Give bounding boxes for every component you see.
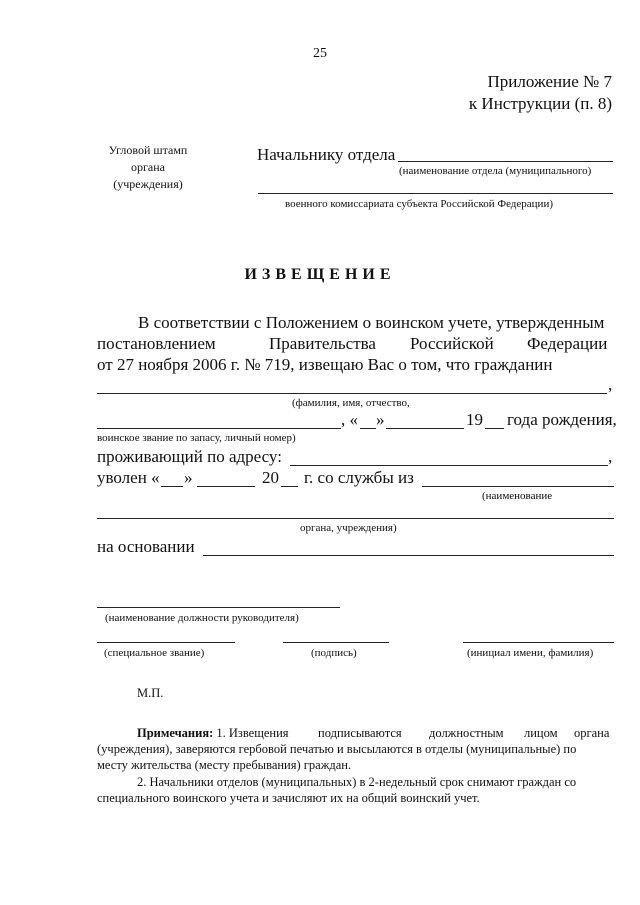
department-field[interactable]: [398, 161, 613, 162]
rank-hint: воинское звание по запасу, личный номер): [97, 432, 296, 444]
birth-day-field[interactable]: [360, 428, 376, 429]
birth-month-field[interactable]: [386, 428, 464, 429]
dismissed-month-field[interactable]: [197, 486, 255, 487]
corner-stamp: [88, 142, 208, 193]
note-1-word-3: должностным: [429, 726, 504, 740]
paragraph-word-4: Федерации: [527, 334, 608, 353]
appendix-line-1: Приложение № 7: [487, 72, 612, 91]
appendix-line-2: к Инструкции (п. 8): [468, 94, 612, 113]
department-hint: (наименование отдела (муниципального): [399, 165, 592, 177]
note-2-line-2: специального воинского учета и зачисляют их на общий воинский учет.: [97, 791, 480, 805]
stamp-line-2: органа: [131, 160, 165, 174]
paragraph-word-1: постановлением: [97, 334, 216, 353]
signature-hint: (подпись): [311, 647, 357, 659]
date-close: »: [376, 410, 385, 429]
note-1-line-3: месту жительства (месту пребывания) граждан.: [97, 758, 352, 772]
position-field[interactable]: [97, 607, 340, 608]
paragraph-line-3: от 27 ноября 2006 г. № 719, извещаю Вас о том, что гражданин: [97, 355, 553, 374]
special-rank-hint: (специальное звание): [104, 647, 205, 659]
dismissed-year-prefix: 20: [262, 468, 279, 487]
fio-hint: (фамилия, имя, отчество,: [292, 397, 410, 409]
note-1-line-2: (учреждения), заверяются гербовой печатью и высылаются в отделы (муниципальные) по: [97, 742, 577, 756]
document-title: ИЗВЕЩЕНИЕ: [244, 266, 396, 283]
org-hint: органа, учреждения): [300, 522, 397, 534]
note-1-start: 1. Извещения: [216, 726, 289, 740]
rank-number-field[interactable]: [97, 428, 341, 429]
service-org-field-2[interactable]: [97, 518, 614, 519]
comma: ,: [608, 375, 613, 394]
seal-mark: М.П.: [137, 686, 164, 700]
name-hint: (наименование: [482, 490, 553, 502]
stamp-line-1: Угловой штамп: [108, 143, 188, 157]
basis-label: на основании: [97, 537, 195, 556]
dismissed-close: »: [184, 468, 193, 487]
special-rank-field[interactable]: [97, 642, 235, 643]
note-1-word-5: органа: [574, 726, 610, 740]
paragraph-line-1: В соответствии с Положением о воинском учете, утвержденным: [138, 313, 605, 332]
commissariat-hint: военного комиссариата субъекта Российской Федерации): [285, 198, 553, 210]
basis-field[interactable]: [203, 555, 614, 556]
year-prefix: 19: [466, 410, 483, 429]
address-comma: ,: [608, 447, 613, 466]
note-2-line-1: 2. Начальники отделов (муниципальных) в 2-недельный срок снимают граждан со: [137, 775, 577, 789]
address-field[interactable]: [290, 465, 608, 466]
notes-label: Примечания:: [137, 726, 214, 740]
position-hint: (наименование должности руководителя): [105, 612, 299, 624]
dismissed-year-field[interactable]: [281, 486, 298, 487]
citizen-name-field[interactable]: [97, 393, 607, 394]
note-1-word-4: лицом: [524, 726, 558, 740]
birth-year-field[interactable]: [485, 428, 504, 429]
birth-suffix: года рождения,: [507, 410, 617, 429]
note-1-word-2: подписываются: [318, 726, 402, 740]
date-open: , «: [341, 410, 358, 429]
page-number: 25: [313, 46, 327, 61]
commissariat-field[interactable]: [258, 193, 613, 194]
dismissed-day-field[interactable]: [161, 486, 183, 487]
signature-field[interactable]: [283, 642, 389, 643]
addressee-label: Начальнику отдела: [257, 145, 396, 164]
paragraph-word-3: Российской: [410, 334, 494, 353]
service-org-field[interactable]: [422, 486, 614, 487]
paragraph-word-2: Правительства: [269, 334, 376, 353]
initials-name-hint: (инициал имени, фамилия): [467, 647, 594, 659]
dismissed-prefix: уволен «: [97, 468, 160, 487]
dismissed-suffix: г. со службы из: [304, 468, 414, 487]
initials-name-field[interactable]: [463, 642, 614, 643]
stamp-line-3: (учреждения): [113, 177, 183, 191]
notes-line-1: [137, 726, 289, 741]
address-label: проживающий по адресу:: [97, 447, 282, 466]
